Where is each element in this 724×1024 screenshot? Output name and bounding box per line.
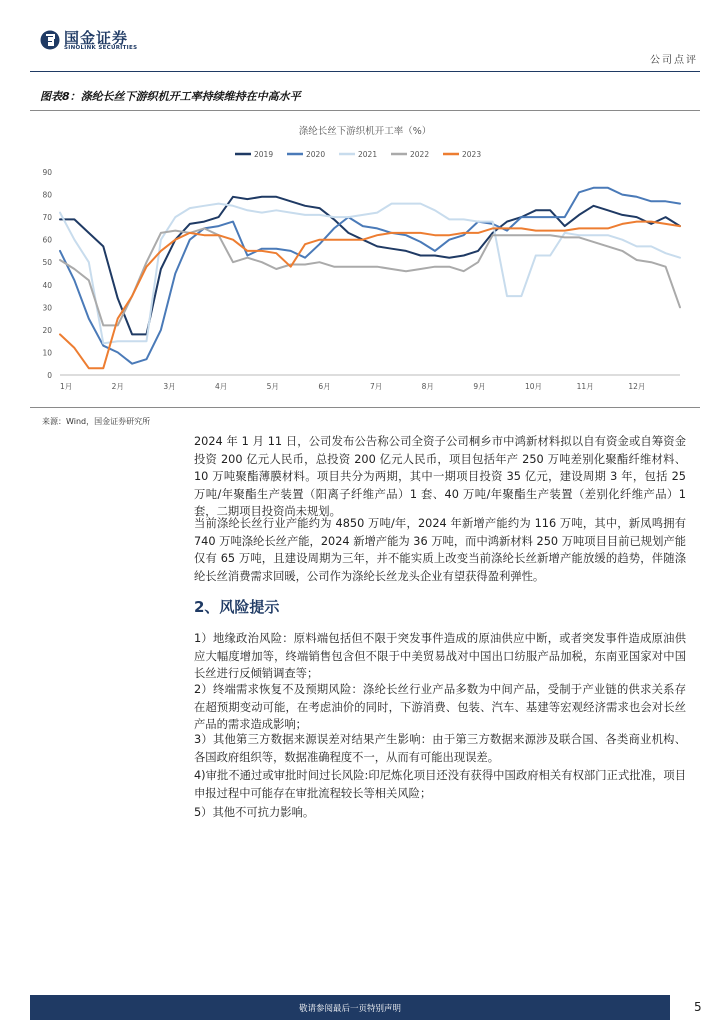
body-paragraph-1: 2024 年 1 月 11 日，公司发布公告称公司全资子公司桐乡市中鸿新材料拟以自有资金或自筹资金投资 200 亿元人民币，总投资 200 亿元人民币，项目包括年产 250 万吨差别化聚酯纤维材料、10 万吨聚酯薄膜材料。项目共分为两期，其中一期项目投资 35 亿元，建设周期 3 年，包括 25 万吨/年聚酯生产装置（阳离子纤维产品）1 套、40 万吨/年聚酯生产装置（差别化纤维产品）1 套，二期项目投资尚未规划。 bbox=[194, 435, 686, 518]
y-tick-label: 40 bbox=[42, 280, 52, 290]
legend-label: 2021 bbox=[358, 150, 378, 159]
x-tick-label: 12月 bbox=[628, 382, 646, 391]
y-tick-label: 30 bbox=[42, 303, 52, 313]
footer-bar bbox=[30, 995, 670, 1020]
x-tick-label: 8月 bbox=[421, 382, 434, 391]
x-tick-label: 10月 bbox=[525, 382, 543, 391]
y-tick-label: 70 bbox=[42, 213, 52, 223]
y-tick-label: 60 bbox=[42, 235, 52, 245]
sinolink-logo-icon bbox=[40, 30, 60, 54]
x-tick-label: 7月 bbox=[370, 382, 383, 391]
risk-item-1: 1）地缘政治风险：原料端包括但不限于突发事件造成的原油供应中断，或者突发事件造成原油供应大幅度增加等，终端销售包含但不限于中美贸易战对中国出口纺服产品加税，东南亚国家对中国长丝进行反倾销调查等； bbox=[194, 632, 686, 680]
page-footer bbox=[0, 995, 724, 1024]
y-tick-label: 20 bbox=[42, 325, 52, 335]
x-tick-label: 6月 bbox=[318, 382, 331, 391]
chart-title: 涤纶长丝下游织机开工率（%） bbox=[298, 126, 432, 137]
logo-text-en: SINOLINK SECURITIES bbox=[64, 45, 138, 51]
y-tick-label: 10 bbox=[42, 348, 52, 358]
risk-item-3: 3）其他第三方数据来源误差对结果产生影响：由于第三方数据来源涉及联合国、各类商业机构、各国政府组织等，数据准确程度不一，从而有可能出现误差。 bbox=[194, 733, 686, 764]
legend-label: 2022 bbox=[410, 150, 430, 159]
legend-label: 2020 bbox=[306, 150, 326, 159]
figure-bottom-rule bbox=[30, 407, 700, 408]
line-chart bbox=[30, 112, 700, 404]
document-type: 公司点评 bbox=[650, 55, 698, 66]
risk-item-4: 4)审批不通过或审批时间过长风险:印尼炼化项目还没有获得中国政府相关有权部门正式批准，项目申报过程中可能存在审批流程较长等相关风险； bbox=[194, 769, 686, 800]
x-tick-label: 3月 bbox=[163, 382, 176, 391]
y-tick-label: 90 bbox=[42, 168, 52, 177]
risk-item-2: 2）终端需求恢复不及预期风险：涤纶长丝行业产品多数为中间产品，受制于产业链的供求关系存在超预期变动可能，在考虑油价的同时，下游消费、包装、汽车、基建等宏观经济需求也会对长丝产品的需求造成影响； bbox=[194, 683, 686, 731]
figure-top-rule bbox=[30, 110, 700, 111]
figure-title: 图表8：涤纶长丝下游织机开工率持续维持在中高水平 bbox=[40, 90, 301, 103]
series-line-2021 bbox=[60, 204, 680, 344]
page-header bbox=[0, 0, 724, 72]
section-heading-risk: 2、风险提示 bbox=[194, 598, 280, 616]
y-tick-label: 0 bbox=[47, 371, 52, 380]
y-tick-label: 50 bbox=[42, 258, 52, 268]
series-line-2019 bbox=[60, 197, 680, 335]
figure-source: 来源：Wind，国金证券研究所 bbox=[42, 417, 151, 426]
x-tick-label: 2月 bbox=[111, 382, 124, 391]
x-tick-label: 9月 bbox=[473, 382, 486, 391]
x-tick-label: 1月 bbox=[60, 382, 73, 391]
risk-item-5: 5）其他不可抗力影响。 bbox=[194, 806, 315, 819]
footer-disclaimer: 敬请参阅最后一页特别声明 bbox=[298, 1004, 401, 1014]
x-tick-label: 5月 bbox=[266, 382, 279, 391]
x-tick-label: 4月 bbox=[215, 382, 228, 391]
page-number: 5 bbox=[694, 1000, 702, 1014]
logo-text-cn: 国金证券 bbox=[64, 29, 129, 47]
body-paragraph-2: 当前涤纶长丝行业产能约为 4850 万吨/年，2024 年新增产能约为 116 万吨，其中，新凤鸣拥有 740 万吨涤纶长丝产能，2024 新增产能为 36 万吨，而中鸿新材料 250 万吨项目目前已规划产能仅有 65 万吨，且建设周期为三年，并不能实质上改变当前涤纶长丝新增产能放缓的趋势，伴随涤纶长丝消费需求回暖，公司作为涤纶长丝龙头企业有望获得盈利弹性。 bbox=[194, 517, 686, 583]
legend-label: 2019 bbox=[254, 150, 274, 159]
x-tick-label: 11月 bbox=[576, 382, 594, 391]
legend-label: 2023 bbox=[462, 150, 482, 159]
y-tick-label: 80 bbox=[42, 190, 52, 200]
header-rule bbox=[30, 71, 700, 72]
